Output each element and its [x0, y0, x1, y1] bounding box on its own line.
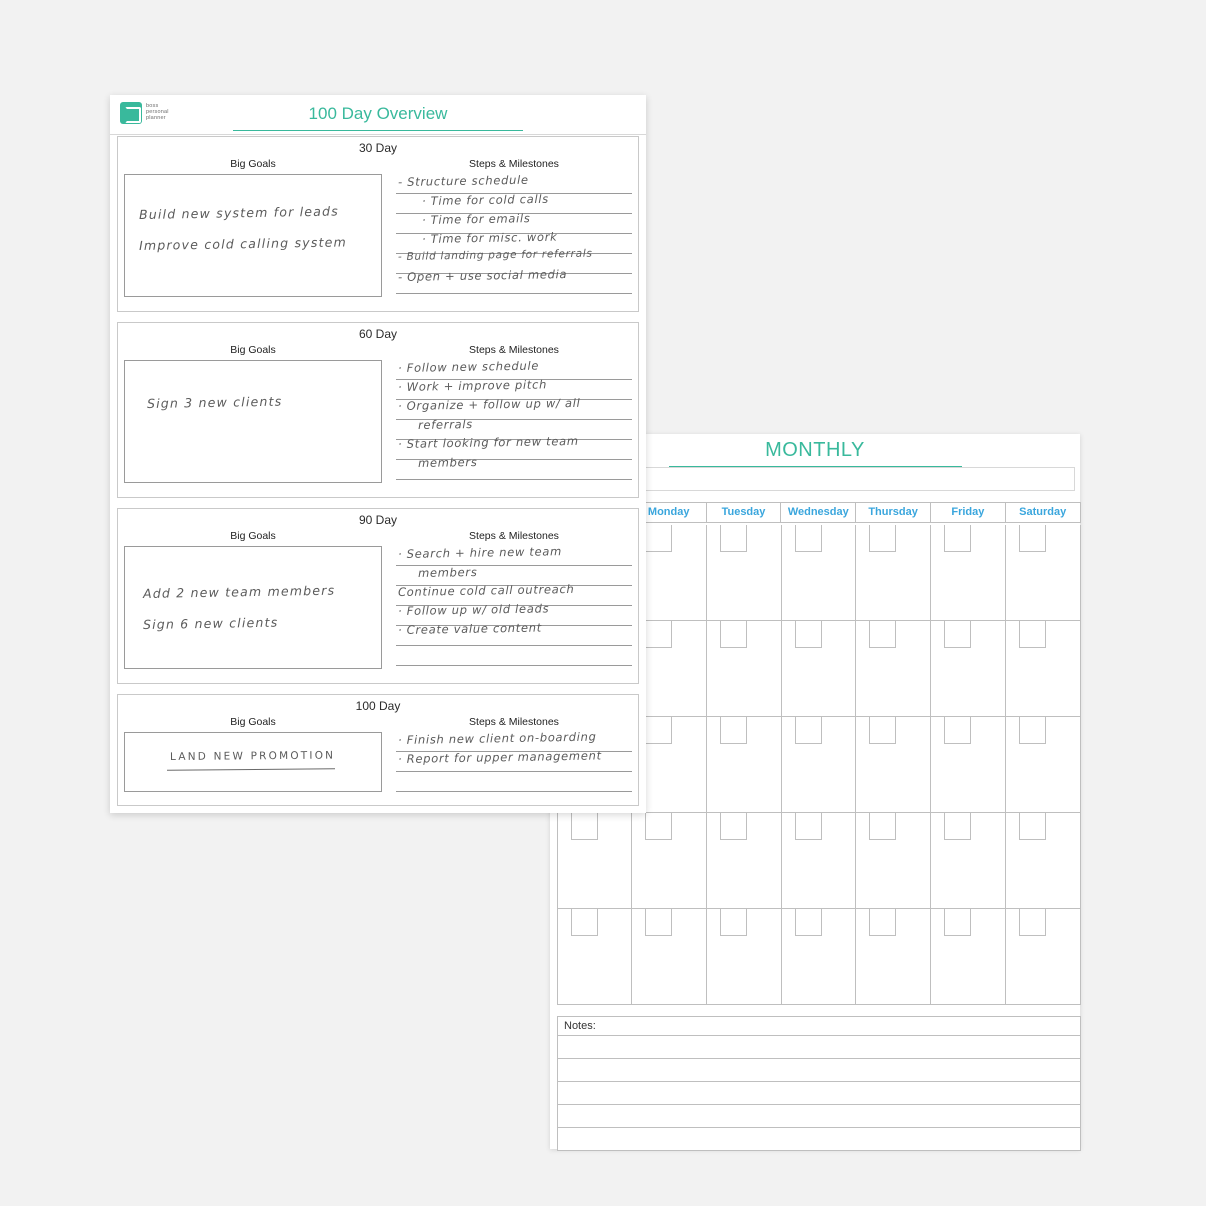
- calendar-cell[interactable]: [931, 813, 1006, 909]
- day-number-box[interactable]: [795, 717, 822, 744]
- steps-rule[interactable]: [396, 566, 632, 586]
- steps-milestones-column: [396, 158, 632, 301]
- handwritten-step: · Finish new client on-boarding: [397, 729, 597, 747]
- handwritten-step: · Work + improve pitch: [397, 377, 548, 394]
- handwritten-goal: LAND NEW PROMOTION: [169, 749, 336, 763]
- monthly-page-title: MONTHLY: [765, 439, 865, 461]
- big-goals-column: [124, 716, 382, 796]
- day-number-box[interactable]: [944, 813, 971, 840]
- calendar-cell[interactable]: [782, 525, 857, 621]
- day-number-box[interactable]: [720, 525, 747, 552]
- day-number-box[interactable]: [1019, 909, 1046, 936]
- notes-line[interactable]: [558, 1036, 1080, 1059]
- handwritten-step: · Create value content: [397, 620, 543, 637]
- steps-rule[interactable]: [396, 274, 632, 294]
- day-number-box[interactable]: [795, 621, 822, 648]
- calendar-cell[interactable]: [782, 621, 857, 717]
- calendar-cell[interactable]: [782, 717, 857, 813]
- calendar-cell[interactable]: [707, 813, 782, 909]
- section-body: [118, 344, 638, 494]
- big-goals-header: Big Goals: [230, 716, 276, 728]
- big-goals-writing-area[interactable]: [124, 732, 382, 792]
- steps-rule[interactable]: [396, 752, 632, 772]
- steps-milestones-header: Steps & Milestones: [469, 158, 559, 170]
- day-number-box[interactable]: [869, 717, 896, 744]
- calendar-cell[interactable]: [707, 717, 782, 813]
- steps-milestones-column: [396, 344, 632, 487]
- calendar-cell[interactable]: [856, 717, 931, 813]
- steps-milestones-column: [396, 530, 632, 673]
- handwritten-step: · Start looking for new team: [397, 433, 579, 451]
- handwritten-step: · Search + hire new team: [397, 544, 563, 561]
- page-title: 100 Day Overview: [308, 104, 448, 123]
- calendar-cell[interactable]: [931, 717, 1006, 813]
- section-body: [118, 158, 638, 308]
- big-goals-writing-area[interactable]: [124, 546, 382, 669]
- steps-rule[interactable]: [396, 772, 632, 792]
- steps-rule[interactable]: [396, 254, 632, 274]
- notes-line[interactable]: [558, 1105, 1080, 1128]
- big-goals-header: Big Goals: [230, 158, 276, 170]
- steps-rule[interactable]: [396, 400, 632, 420]
- handwritten-step: Continue cold call outreach: [397, 581, 575, 599]
- brand-line-1: boss: [146, 103, 159, 110]
- steps-rule[interactable]: [396, 586, 632, 606]
- calendar-cell[interactable]: [782, 813, 857, 909]
- logo-mark-icon: [120, 102, 142, 124]
- steps-rule[interactable]: [396, 460, 632, 480]
- handwritten-goal: Improve cold calling system: [138, 234, 348, 253]
- calendar-cell[interactable]: [856, 909, 931, 1005]
- handwritten-step: · Report for upper management: [397, 748, 602, 766]
- day-number-box[interactable]: [944, 717, 971, 744]
- steps-rule[interactable]: [396, 360, 632, 380]
- handwritten-goal: Build new system for leads: [138, 203, 340, 222]
- handwritten-step: · Time for emails: [421, 211, 531, 227]
- brand-logo-text: [146, 104, 169, 122]
- section-title: 30 Day: [358, 141, 398, 155]
- section-title: 90 Day: [358, 513, 398, 527]
- calendar-cell[interactable]: [856, 813, 931, 909]
- day-number-box[interactable]: [869, 909, 896, 936]
- handwritten-goal: Sign 6 new clients: [142, 614, 279, 632]
- day-number-box[interactable]: [645, 717, 672, 744]
- weekday-header-wednesday: Wednesday: [781, 502, 856, 523]
- section-30-day: [117, 136, 639, 312]
- notes-line[interactable]: [558, 1059, 1080, 1082]
- day-number-box[interactable]: [869, 813, 896, 840]
- section-90-day: [117, 508, 639, 684]
- day-number-box[interactable]: [645, 525, 672, 552]
- big-goals-column: [124, 158, 382, 301]
- section-100-day: [117, 694, 639, 806]
- steps-writing-area[interactable]: [396, 360, 632, 503]
- calendar-cell[interactable]: [557, 909, 632, 1005]
- day-number-box[interactable]: [795, 813, 822, 840]
- brand-line-2: personal: [146, 109, 169, 116]
- steps-rule[interactable]: [396, 546, 632, 566]
- calendar-cell[interactable]: [557, 813, 632, 909]
- day-number-box[interactable]: [1019, 621, 1046, 648]
- day-number-box[interactable]: [1019, 525, 1046, 552]
- day-number-box[interactable]: [869, 621, 896, 648]
- day-number-box[interactable]: [795, 525, 822, 552]
- section-60-day: [117, 322, 639, 498]
- weekday-header-monday: Monday: [632, 502, 707, 523]
- day-number-box[interactable]: [720, 621, 747, 648]
- steps-rule[interactable]: [396, 191, 632, 214]
- calendar-cell[interactable]: [931, 525, 1006, 621]
- steps-rule[interactable]: [396, 440, 632, 460]
- notes-label: Notes:: [558, 1017, 1080, 1036]
- day-number-box[interactable]: [571, 813, 598, 840]
- section-title: 60 Day: [358, 327, 398, 341]
- big-goals-writing-area[interactable]: [124, 360, 382, 483]
- steps-milestones-header: Steps & Milestones: [469, 530, 559, 542]
- section-body: [118, 716, 638, 803]
- calendar-cell[interactable]: [931, 909, 1006, 1005]
- weekday-header-tuesday: Tuesday: [707, 502, 782, 523]
- notes-block: [557, 1016, 1081, 1151]
- day-number-box[interactable]: [571, 909, 598, 936]
- handwritten-step: · Follow up w/ old leads: [397, 601, 550, 618]
- calendar-cell[interactable]: [856, 621, 931, 717]
- brand-line-3: planner: [146, 114, 166, 121]
- calendar-cell[interactable]: [707, 525, 782, 621]
- brand-logo: [120, 102, 169, 124]
- calendar-cell[interactable]: [1006, 813, 1081, 909]
- calendar-cell[interactable]: [632, 909, 707, 1005]
- steps-rule[interactable]: [396, 626, 632, 646]
- steps-rule[interactable]: [396, 174, 632, 194]
- notes-line[interactable]: [558, 1082, 1080, 1105]
- day-number-box[interactable]: [645, 621, 672, 648]
- handwritten-goal: Add 2 new team members: [142, 582, 336, 601]
- calendar-cell[interactable]: [1006, 525, 1081, 621]
- handwritten-step: members: [417, 454, 478, 470]
- steps-rule[interactable]: [396, 214, 632, 234]
- handwritten-step: · Follow new schedule: [397, 358, 540, 375]
- day-number-box[interactable]: [944, 525, 971, 552]
- big-goals-column: [124, 344, 382, 487]
- day-number-box[interactable]: [720, 717, 747, 744]
- day-number-box[interactable]: [720, 909, 747, 936]
- calendar-cell[interactable]: [931, 621, 1006, 717]
- day-number-box[interactable]: [944, 909, 971, 936]
- day-number-box[interactable]: [1019, 717, 1046, 744]
- page-title-rule: [233, 130, 523, 131]
- big-goals-header: Big Goals: [230, 344, 276, 356]
- calendar-cell[interactable]: [782, 909, 857, 1005]
- overview-header: [110, 95, 646, 135]
- handwritten-goal: Sign 3 new clients: [146, 393, 283, 411]
- day-number-box[interactable]: [1019, 813, 1046, 840]
- hundred-day-overview-page: [110, 95, 646, 813]
- handwritten-step: - Build landing page for referrals: [397, 247, 593, 263]
- steps-rule[interactable]: [396, 234, 632, 254]
- steps-milestones-column: [396, 716, 632, 796]
- day-number-box[interactable]: [795, 909, 822, 936]
- steps-writing-area[interactable]: [396, 174, 632, 317]
- section-title: 100 Day: [355, 699, 401, 713]
- day-number-box[interactable]: [645, 909, 672, 936]
- notes-line[interactable]: [558, 1128, 1080, 1150]
- calendar-cell[interactable]: [1006, 717, 1081, 813]
- steps-writing-area[interactable]: [396, 729, 632, 812]
- steps-rule[interactable]: [396, 420, 632, 440]
- handwritten-step: - Open + use social media: [397, 267, 568, 284]
- calendar-cell[interactable]: [856, 525, 931, 621]
- steps-rule[interactable]: [396, 729, 632, 752]
- calendar-cell[interactable]: [707, 621, 782, 717]
- handwritten-step: - Structure schedule: [397, 172, 529, 189]
- day-number-box[interactable]: [869, 525, 896, 552]
- weekday-header-thursday: Thursday: [856, 502, 931, 523]
- calendar-cell[interactable]: [707, 909, 782, 1005]
- weekday-header-saturday: Saturday: [1006, 502, 1081, 523]
- day-number-box[interactable]: [720, 813, 747, 840]
- handwritten-step: referrals: [417, 417, 474, 432]
- steps-rule[interactable]: [396, 606, 632, 626]
- steps-milestones-header: Steps & Milestones: [469, 344, 559, 356]
- handwritten-step: members: [417, 564, 478, 580]
- handwritten-underline: [167, 768, 335, 770]
- big-goals-writing-area[interactable]: [124, 174, 382, 297]
- handwritten-step: · Time for cold calls: [421, 191, 550, 208]
- steps-rule[interactable]: [396, 646, 632, 666]
- big-goals-column: [124, 530, 382, 673]
- steps-rule[interactable]: [396, 380, 632, 400]
- weekday-header-friday: Friday: [931, 502, 1006, 523]
- handwritten-step: · Time for misc. work: [421, 229, 558, 246]
- day-number-box[interactable]: [645, 813, 672, 840]
- day-number-box[interactable]: [944, 621, 971, 648]
- handwritten-step: · Organize + follow up w/ all: [397, 395, 581, 413]
- calendar-cell[interactable]: [1006, 909, 1081, 1005]
- big-goals-header: Big Goals: [230, 530, 276, 542]
- section-body: [118, 530, 638, 680]
- calendar-cell[interactable]: [1006, 621, 1081, 717]
- calendar-cell[interactable]: [632, 813, 707, 909]
- steps-writing-area[interactable]: [396, 546, 632, 689]
- steps-milestones-header: Steps & Milestones: [469, 716, 559, 728]
